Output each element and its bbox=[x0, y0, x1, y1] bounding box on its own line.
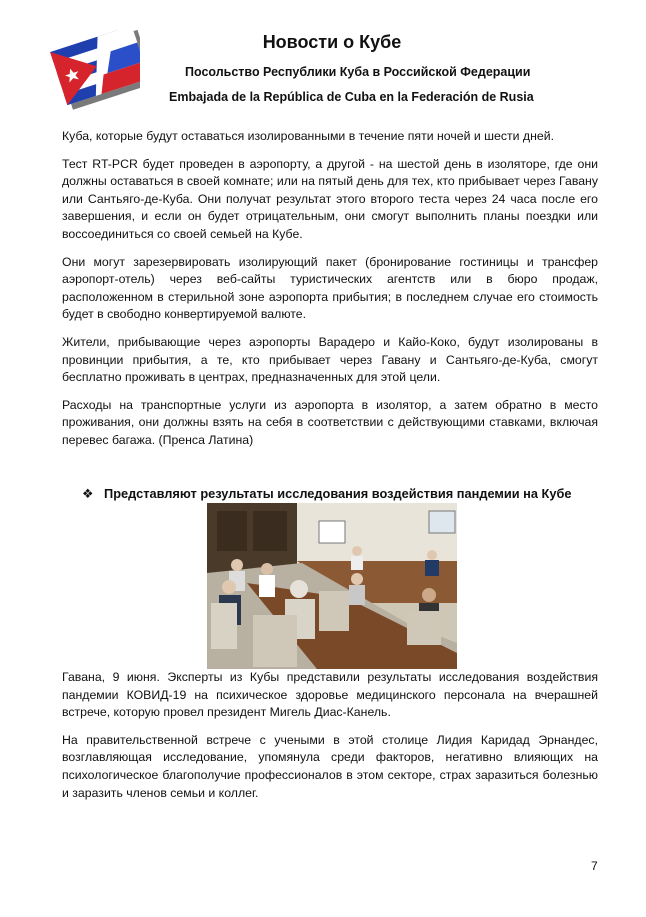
page-number: 7 bbox=[591, 859, 598, 873]
embassy-name-ru: Посольство Республики Куба в Российской Федерации bbox=[185, 65, 531, 79]
article-2-heading bbox=[82, 486, 602, 502]
meeting-room-photo bbox=[207, 503, 457, 669]
paragraph: Они могут зарезервировать изолирующий пакет (бронирование гостиницы и трансфер аэропорт-отель) через веб-сайты туристических агентств или в бюро продаж, расположенном в стерильной зоне аэропорта прибытия; в последнем случае его стоимость будет в свободно конвертируемой валюте. bbox=[62, 254, 598, 322]
paragraph: Гавана, 9 июня. Эксперты из Кубы представили результаты исследования воздействия пандемии КОВИД-19 на психическое здоровье медицинского персонала на вчерашней встрече, которую провел президент Мигель Диас-Канель. bbox=[62, 670, 598, 720]
heading-text: Представляют результаты исследования воздействия пандемии на Кубе bbox=[104, 486, 572, 501]
paragraph: Куба, которые будут оставаться изолированными в течение пяти ночей и шести дней. bbox=[62, 129, 555, 143]
article-1-body bbox=[62, 128, 598, 460]
paragraph: Расходы на транспортные услуги из аэропорта в изолятор, а затем обратно в место проживания, они должны взять на себя в соответствии с действующими ставками, включая перевес багажа. (Пренса Латина) bbox=[62, 397, 598, 447]
page-title: Новости о Кубе bbox=[262, 32, 402, 52]
paragraph: На правительственной встрече с учеными в этой столице Лидия Каридад Эрнандес, возглавляющая исследование, упомянула среди факторов, негативно влияющих на психологическое благополучие профессионалов в этом секторе, страх заразиться болезнью и заразить членов семьи и коллег. bbox=[62, 732, 598, 800]
article-2-body bbox=[62, 669, 598, 812]
paragraph: Тест RT-PCR будет проведен в аэропорту, а другой - на шестой день в изоляторе, где они должны оставаться в своей комнате; или на пятый день для тех, кто прибывает через Гавану или Сантьяго-де-Куба. Они получат результат этого второго теста через 24 часа после его завершения, и если он будет отрицательным, они смогут выполнить планы поездки или воссоединиться со своей семьей на Кубе. bbox=[62, 156, 598, 241]
diamond-bullet-icon: ❖ bbox=[82, 486, 94, 501]
paragraph: Жители, прибывающие через аэропорты Варадеро и Кайо-Коко, будут изолированы в провинции прибытия, а те, кто прибывает через Гавану и Сантьяго-де-Куба, смогут бесплатно проживать в центрах, предназначенных для этой цели. bbox=[62, 334, 598, 385]
embassy-name-es: Embajada de la República de Cuba en la Federación de Rusia bbox=[169, 90, 534, 104]
